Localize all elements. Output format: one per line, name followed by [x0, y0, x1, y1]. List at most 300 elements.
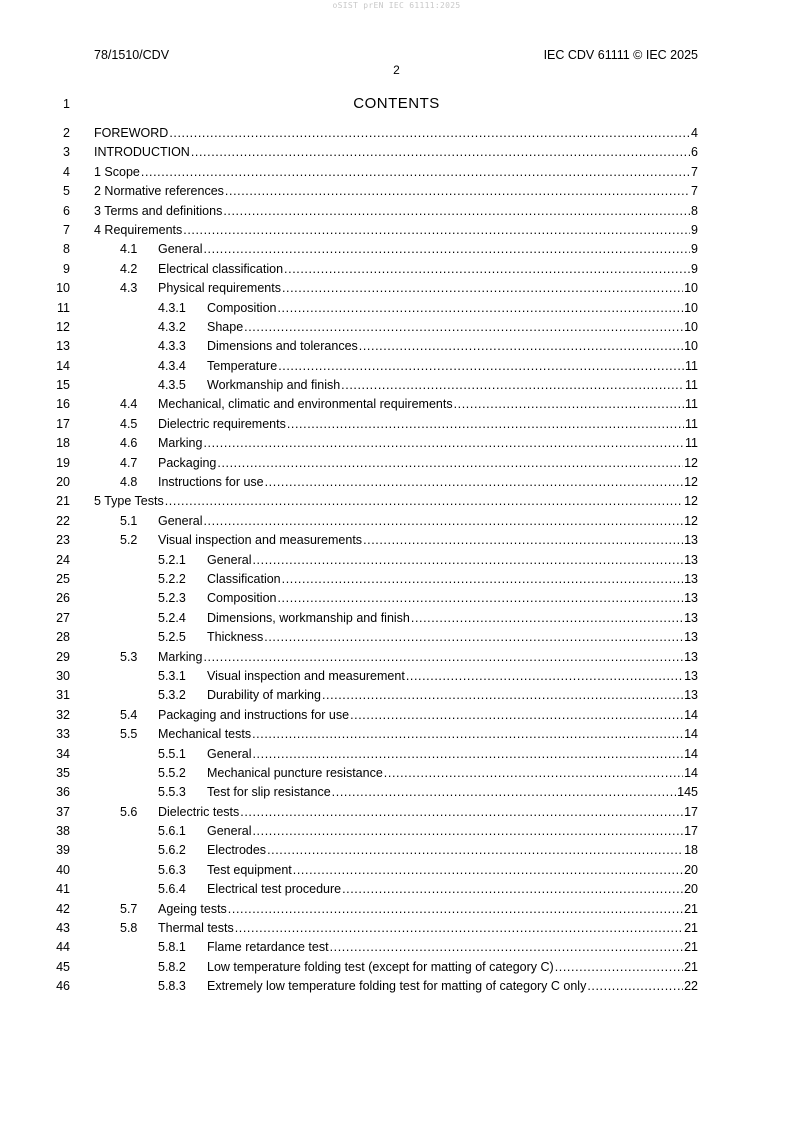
toc-entry[interactable]: [0, 783, 793, 802]
toc-entry[interactable]: [0, 745, 793, 764]
dot-leader: [587, 977, 683, 996]
page-reference[interactable]: 17: [684, 824, 698, 839]
dot-leader: [252, 745, 683, 764]
section-number: 4.2: [120, 261, 138, 276]
toc-entry[interactable]: [0, 589, 793, 608]
page-reference[interactable]: 10: [684, 300, 698, 315]
page-reference[interactable]: 18: [684, 843, 698, 858]
dot-leader: [341, 376, 684, 395]
dot-leader: [282, 570, 683, 589]
toc-entry-content[interactable]: [120, 648, 698, 667]
toc-entry-content[interactable]: [94, 492, 698, 511]
section-number: 5.5.2: [158, 765, 186, 780]
section-title[interactable]: Classification: [207, 571, 281, 586]
dot-leader: [183, 221, 690, 240]
dot-leader: [225, 182, 690, 201]
section-title[interactable]: Workmanship and finish: [207, 378, 341, 393]
contents-heading-row: [0, 95, 793, 113]
line-number: 22: [56, 513, 70, 528]
section-title[interactable]: Physical requirements: [158, 281, 281, 296]
toc-entry[interactable]: [0, 551, 793, 570]
toc-entry[interactable]: [0, 163, 793, 182]
page-reference[interactable]: 21: [684, 921, 698, 936]
line-number: 23: [56, 533, 70, 548]
toc-entry[interactable]: [0, 725, 793, 744]
line-number: 16: [56, 397, 70, 412]
section-number: 5.8: [120, 921, 138, 936]
section-number: 4.7: [120, 455, 138, 470]
toc-entry-content[interactable]: [94, 182, 698, 201]
dot-leader: [406, 667, 683, 686]
toc-entry[interactable]: [0, 492, 793, 511]
line-number: 33: [56, 727, 70, 742]
toc-entry[interactable]: [0, 337, 793, 356]
page-reference[interactable]: 20: [684, 882, 698, 897]
toc-entry[interactable]: [0, 473, 793, 492]
section-title[interactable]: Packaging and instructions for use: [158, 707, 350, 722]
section-number: 5.2.2: [158, 571, 186, 586]
section-title[interactable]: Electrical classification: [158, 261, 284, 276]
toc-entry[interactable]: [0, 124, 793, 143]
toc-entry-content[interactable]: [120, 395, 698, 414]
standard-copyright: IEC CDV 61111 © IEC 2025: [543, 48, 698, 62]
toc-entry-content[interactable]: [94, 202, 698, 221]
toc-entry[interactable]: [0, 221, 793, 240]
table-of-contents: [0, 124, 793, 997]
toc-entry-content[interactable]: [158, 880, 698, 899]
page-reference[interactable]: 14: [684, 727, 698, 742]
dot-leader: [359, 337, 683, 356]
section-title[interactable]: General: [207, 552, 252, 567]
page-reference[interactable]: 12: [684, 475, 698, 490]
dot-leader: [277, 299, 683, 318]
toc-entry-content[interactable]: [94, 163, 698, 182]
toc-entry-content[interactable]: [120, 279, 698, 298]
dot-leader: [217, 454, 683, 473]
dot-leader: [252, 551, 683, 570]
section-number: 5.6.2: [158, 843, 186, 858]
toc-entry-content[interactable]: [120, 473, 698, 492]
line-number: 6: [63, 203, 70, 218]
page-reference[interactable]: 13: [684, 552, 698, 567]
section-number: 4.6: [120, 436, 138, 451]
section-title[interactable]: Mechanical, climatic and environmental requirements: [158, 397, 453, 412]
line-number: 4: [63, 164, 70, 179]
toc-entry-content[interactable]: [158, 570, 698, 589]
dot-leader: [191, 143, 690, 162]
toc-entry[interactable]: [0, 958, 793, 977]
toc-entry[interactable]: [0, 260, 793, 279]
toc-entry[interactable]: [0, 938, 793, 957]
page-reference[interactable]: 17: [684, 804, 698, 819]
toc-entry-content[interactable]: [120, 240, 698, 259]
toc-entry[interactable]: [0, 531, 793, 550]
page-reference[interactable]: 9: [691, 242, 698, 257]
dot-leader: [322, 686, 683, 705]
section-number: 5.1: [120, 513, 138, 528]
page-reference[interactable]: 11: [685, 397, 698, 412]
dot-leader: [141, 163, 690, 182]
section-title[interactable]: Test equipment: [207, 862, 292, 877]
page-reference[interactable]: 13: [684, 571, 698, 586]
page-reference[interactable]: 14: [684, 707, 698, 722]
line-number: 18: [56, 436, 70, 451]
section-number: 5.2.4: [158, 610, 186, 625]
line-number: 25: [56, 571, 70, 586]
section-title[interactable]: Test for slip resistance: [207, 785, 331, 800]
line-number: 2: [63, 126, 70, 140]
section-title[interactable]: Instructions for use: [158, 475, 264, 490]
dot-leader: [252, 725, 683, 744]
toc-entry[interactable]: [0, 434, 793, 453]
toc-entry[interactable]: [0, 454, 793, 473]
page-reference[interactable]: 14: [684, 765, 698, 780]
line-number: 9: [63, 261, 70, 276]
toc-entry-content[interactable]: [158, 938, 698, 957]
line-number: 42: [56, 901, 70, 916]
toc-entry[interactable]: [0, 900, 793, 919]
toc-entry[interactable]: [0, 279, 793, 298]
toc-entry[interactable]: [0, 143, 793, 162]
line-number: 46: [56, 979, 70, 994]
toc-entry-content[interactable]: [158, 764, 698, 783]
section-title[interactable]: General: [207, 824, 252, 839]
line-number: 44: [56, 940, 70, 955]
toc-entry-content[interactable]: [158, 977, 698, 996]
page-reference[interactable]: 12: [684, 513, 698, 528]
page-reference[interactable]: 11: [685, 378, 698, 393]
toc-entry[interactable]: [0, 202, 793, 221]
dot-leader: [277, 589, 683, 608]
section-title[interactable]: INTRODUCTION: [94, 145, 190, 160]
section-title[interactable]: Thickness: [207, 630, 264, 645]
page-reference[interactable]: 6: [691, 145, 698, 160]
document-reference: 78/1510/CDV: [94, 48, 170, 62]
page-reference[interactable]: 13: [684, 533, 698, 548]
section-title[interactable]: 1 Scope: [94, 164, 140, 179]
line-number: 11: [57, 300, 70, 315]
page-reference[interactable]: 22: [684, 979, 698, 994]
dot-leader: [332, 783, 676, 802]
toc-entry-content[interactable]: [158, 589, 698, 608]
line-number: 20: [56, 475, 70, 490]
line-number: 1: [63, 97, 70, 111]
page-reference[interactable]: 12: [684, 455, 698, 470]
section-number: 4.4: [120, 397, 138, 412]
section-title[interactable]: Marking: [158, 436, 203, 451]
section-title[interactable]: Dielectric requirements: [158, 416, 286, 431]
toc-entry-content[interactable]: [158, 841, 698, 860]
toc-entry-content[interactable]: [120, 919, 698, 938]
page-reference[interactable]: 7: [691, 184, 698, 199]
section-title[interactable]: Visual inspection and measurement: [207, 668, 405, 683]
dot-leader: [293, 861, 683, 880]
line-number: 30: [56, 668, 70, 683]
toc-entry[interactable]: [0, 977, 793, 996]
line-number: 10: [56, 281, 70, 296]
dot-leader: [203, 240, 690, 259]
section-title[interactable]: Durability of marking: [207, 688, 321, 703]
toc-entry[interactable]: [0, 841, 793, 860]
page-reference[interactable]: 21: [684, 959, 698, 974]
section-title[interactable]: Marking: [158, 649, 203, 664]
line-number: 3: [63, 145, 70, 160]
toc-entry-content[interactable]: [120, 415, 698, 434]
toc-entry-content[interactable]: [158, 609, 698, 628]
section-title[interactable]: Electrical test procedure: [207, 882, 342, 897]
section-title[interactable]: Dimensions, workmanship and finish: [207, 610, 410, 625]
toc-entry[interactable]: [0, 299, 793, 318]
page-reference[interactable]: 10: [684, 281, 698, 296]
page-reference[interactable]: 13: [684, 591, 698, 606]
toc-entry-content[interactable]: [120, 512, 698, 531]
toc-entry-content[interactable]: [158, 745, 698, 764]
section-title[interactable]: Dimensions and tolerances: [207, 339, 358, 354]
toc-entry-content[interactable]: [158, 337, 698, 356]
toc-entry-content[interactable]: [120, 531, 698, 550]
toc-entry[interactable]: [0, 861, 793, 880]
section-title[interactable]: General: [158, 242, 203, 257]
page-number: 2: [393, 63, 400, 77]
toc-entry[interactable]: [0, 648, 793, 667]
toc-entry-content[interactable]: [94, 143, 698, 162]
line-number: 17: [56, 416, 70, 431]
section-title[interactable]: Temperature: [207, 358, 278, 373]
section-title[interactable]: Packaging: [158, 455, 217, 470]
toc-entry-content[interactable]: [94, 221, 698, 240]
section-number: 5.8.2: [158, 959, 186, 974]
dot-leader: [454, 395, 684, 414]
line-number: 14: [56, 358, 70, 373]
section-number: 5.5: [120, 727, 138, 742]
dot-leader: [287, 415, 684, 434]
toc-entry-content[interactable]: [158, 686, 698, 705]
section-number: 5.8.3: [158, 979, 186, 994]
toc-entry-content[interactable]: [158, 299, 698, 318]
dot-leader: [265, 473, 683, 492]
toc-entry-content[interactable]: [94, 124, 698, 143]
section-number: 5.3.2: [158, 688, 186, 703]
section-title[interactable]: Visual inspection and measurements: [158, 533, 363, 548]
page-reference[interactable]: 21: [684, 940, 698, 955]
section-title[interactable]: Composition: [207, 300, 277, 315]
section-title[interactable]: General: [207, 746, 252, 761]
line-number: 7: [63, 222, 70, 237]
dot-leader: [235, 919, 683, 938]
section-title[interactable]: 5 Type Tests: [94, 494, 164, 509]
section-title[interactable]: Mechanical puncture resistance: [207, 765, 383, 780]
dot-leader: [411, 609, 683, 628]
line-number: 27: [56, 610, 70, 625]
section-number: 5.4: [120, 707, 138, 722]
dot-leader: [342, 880, 683, 899]
page-reference[interactable]: 10: [684, 319, 698, 334]
section-title[interactable]: Thermal tests: [158, 921, 234, 936]
line-number: 38: [56, 824, 70, 839]
section-title[interactable]: Extremely low temperature folding test for matting of category C only: [207, 979, 587, 994]
line-number: 5: [63, 184, 70, 199]
section-title[interactable]: 4 Requirements: [94, 222, 183, 237]
section-number: 4.3.1: [158, 300, 186, 315]
line-number: 41: [56, 882, 70, 897]
toc-entry[interactable]: [0, 318, 793, 337]
section-number: 5.5.1: [158, 746, 186, 761]
section-number: 5.3.1: [158, 668, 186, 683]
section-number: 4.8: [120, 475, 138, 490]
page-reference[interactable]: 4: [691, 126, 698, 140]
section-title[interactable]: FOREWORD: [94, 126, 169, 140]
page-title: CONTENTS: [353, 95, 440, 112]
dot-leader: [203, 512, 683, 531]
dot-leader: [228, 900, 683, 919]
page-reference[interactable]: 14: [684, 746, 698, 761]
section-title[interactable]: 3 Terms and definitions: [94, 203, 223, 218]
section-number: 5.2.5: [158, 630, 186, 645]
page-reference[interactable]: 9: [691, 261, 698, 276]
section-title[interactable]: Flame retardance test: [207, 940, 329, 955]
section-title[interactable]: Mechanical tests: [158, 727, 252, 742]
toc-entry-content[interactable]: [158, 551, 698, 570]
section-title[interactable]: Electrodes: [207, 843, 267, 858]
toc-entry-content[interactable]: [158, 783, 698, 802]
line-number: 35: [56, 765, 70, 780]
toc-entry-content[interactable]: [120, 725, 698, 744]
toc-entry[interactable]: [0, 240, 793, 259]
line-number: 29: [56, 649, 70, 664]
toc-entry[interactable]: [0, 706, 793, 725]
page-reference[interactable]: 13: [684, 688, 698, 703]
toc-entry[interactable]: [0, 376, 793, 395]
dot-leader: [240, 803, 683, 822]
toc-entry-content[interactable]: [158, 822, 698, 841]
dot-leader: [264, 628, 683, 647]
section-number: 5.5.3: [158, 785, 186, 800]
page-reference[interactable]: 20: [684, 862, 698, 877]
toc-entry-content[interactable]: [158, 357, 698, 376]
toc-entry[interactable]: [0, 395, 793, 414]
section-number: 5.6.1: [158, 824, 186, 839]
toc-entry-content[interactable]: [120, 706, 698, 725]
section-title[interactable]: Ageing tests: [158, 901, 227, 916]
line-number: 37: [56, 804, 70, 819]
page-reference[interactable]: 13: [684, 649, 698, 664]
section-number: 4.3: [120, 281, 138, 296]
page-reference[interactable]: 9: [691, 222, 698, 237]
toc-entry-content[interactable]: [120, 434, 698, 453]
toc-entry[interactable]: [0, 919, 793, 938]
toc-entry[interactable]: [0, 182, 793, 201]
toc-entry-content[interactable]: [120, 803, 698, 822]
line-number: 39: [56, 843, 70, 858]
toc-entry-content[interactable]: [158, 376, 698, 395]
page-reference[interactable]: 12: [684, 494, 698, 509]
page-reference[interactable]: 11: [685, 416, 698, 431]
dot-leader: [244, 318, 683, 337]
line-number: 24: [56, 552, 70, 567]
line-number: 34: [56, 746, 70, 761]
section-number: 5.2.3: [158, 591, 186, 606]
toc-entry[interactable]: [0, 686, 793, 705]
toc-entry-content[interactable]: [158, 318, 698, 337]
section-number: 4.5: [120, 416, 138, 431]
section-title[interactable]: Low temperature folding test (except for matting of category C): [207, 959, 554, 974]
page-reference[interactable]: 145: [677, 785, 698, 800]
page-reference[interactable]: 11: [685, 436, 698, 451]
line-number: 19: [56, 455, 70, 470]
section-title[interactable]: Composition: [207, 591, 277, 606]
dot-leader: [278, 357, 684, 376]
toc-entry[interactable]: [0, 764, 793, 783]
watermark: oSIST prEN IEC 61111:2025: [332, 1, 461, 10]
line-number: 45: [56, 959, 70, 974]
page-reference[interactable]: 7: [691, 164, 698, 179]
page-reference[interactable]: 8: [691, 203, 698, 218]
section-number: 5.3: [120, 649, 138, 664]
dot-leader: [252, 822, 683, 841]
dot-leader: [203, 434, 684, 453]
section-number: 5.2: [120, 533, 138, 548]
toc-entry-content[interactable]: [158, 628, 698, 647]
line-number: 12: [56, 319, 70, 334]
page-reference[interactable]: 13: [684, 610, 698, 625]
line-number: 21: [56, 494, 70, 509]
toc-entry[interactable]: [0, 357, 793, 376]
section-number: 4.1: [120, 242, 138, 257]
section-number: 5.2.1: [158, 552, 186, 567]
dot-leader: [350, 706, 683, 725]
section-number: 5.7: [120, 901, 138, 916]
page-reference[interactable]: 13: [684, 630, 698, 645]
toc-entry[interactable]: [0, 512, 793, 531]
toc-entry-content[interactable]: [158, 861, 698, 880]
toc-entry[interactable]: [0, 628, 793, 647]
section-title[interactable]: Shape: [207, 319, 244, 334]
section-title[interactable]: 2 Normative references: [94, 184, 224, 199]
toc-entry[interactable]: [0, 822, 793, 841]
section-title[interactable]: Dielectric tests: [158, 804, 240, 819]
toc-entry[interactable]: [0, 415, 793, 434]
section-number: 4.3.2: [158, 319, 186, 334]
toc-entry[interactable]: [0, 609, 793, 628]
section-number: 4.3.4: [158, 358, 186, 373]
page-reference[interactable]: 13: [684, 668, 698, 683]
toc-entry[interactable]: [0, 667, 793, 686]
section-number: 4.3.3: [158, 339, 186, 354]
dot-leader: [555, 958, 683, 977]
line-number: 32: [56, 707, 70, 722]
toc-entry-content[interactable]: [120, 454, 698, 473]
section-number: 5.8.1: [158, 940, 186, 955]
line-number: 13: [56, 339, 70, 354]
toc-entry-content[interactable]: [120, 900, 698, 919]
dot-leader: [223, 202, 690, 221]
section-number: 4.3.5: [158, 378, 186, 393]
toc-entry-content[interactable]: [120, 260, 698, 279]
section-title[interactable]: General: [158, 513, 203, 528]
toc-entry-content[interactable]: [158, 667, 698, 686]
page-reference[interactable]: 10: [684, 339, 698, 354]
toc-entry-content[interactable]: [158, 958, 698, 977]
toc-entry[interactable]: [0, 880, 793, 899]
dot-leader: [267, 841, 683, 860]
toc-entry[interactable]: [0, 803, 793, 822]
page-reference[interactable]: 11: [685, 358, 698, 373]
toc-entry[interactable]: [0, 570, 793, 589]
line-number: 26: [56, 591, 70, 606]
line-number: 28: [56, 630, 70, 645]
page-reference[interactable]: 21: [684, 901, 698, 916]
line-number: 43: [56, 921, 70, 936]
